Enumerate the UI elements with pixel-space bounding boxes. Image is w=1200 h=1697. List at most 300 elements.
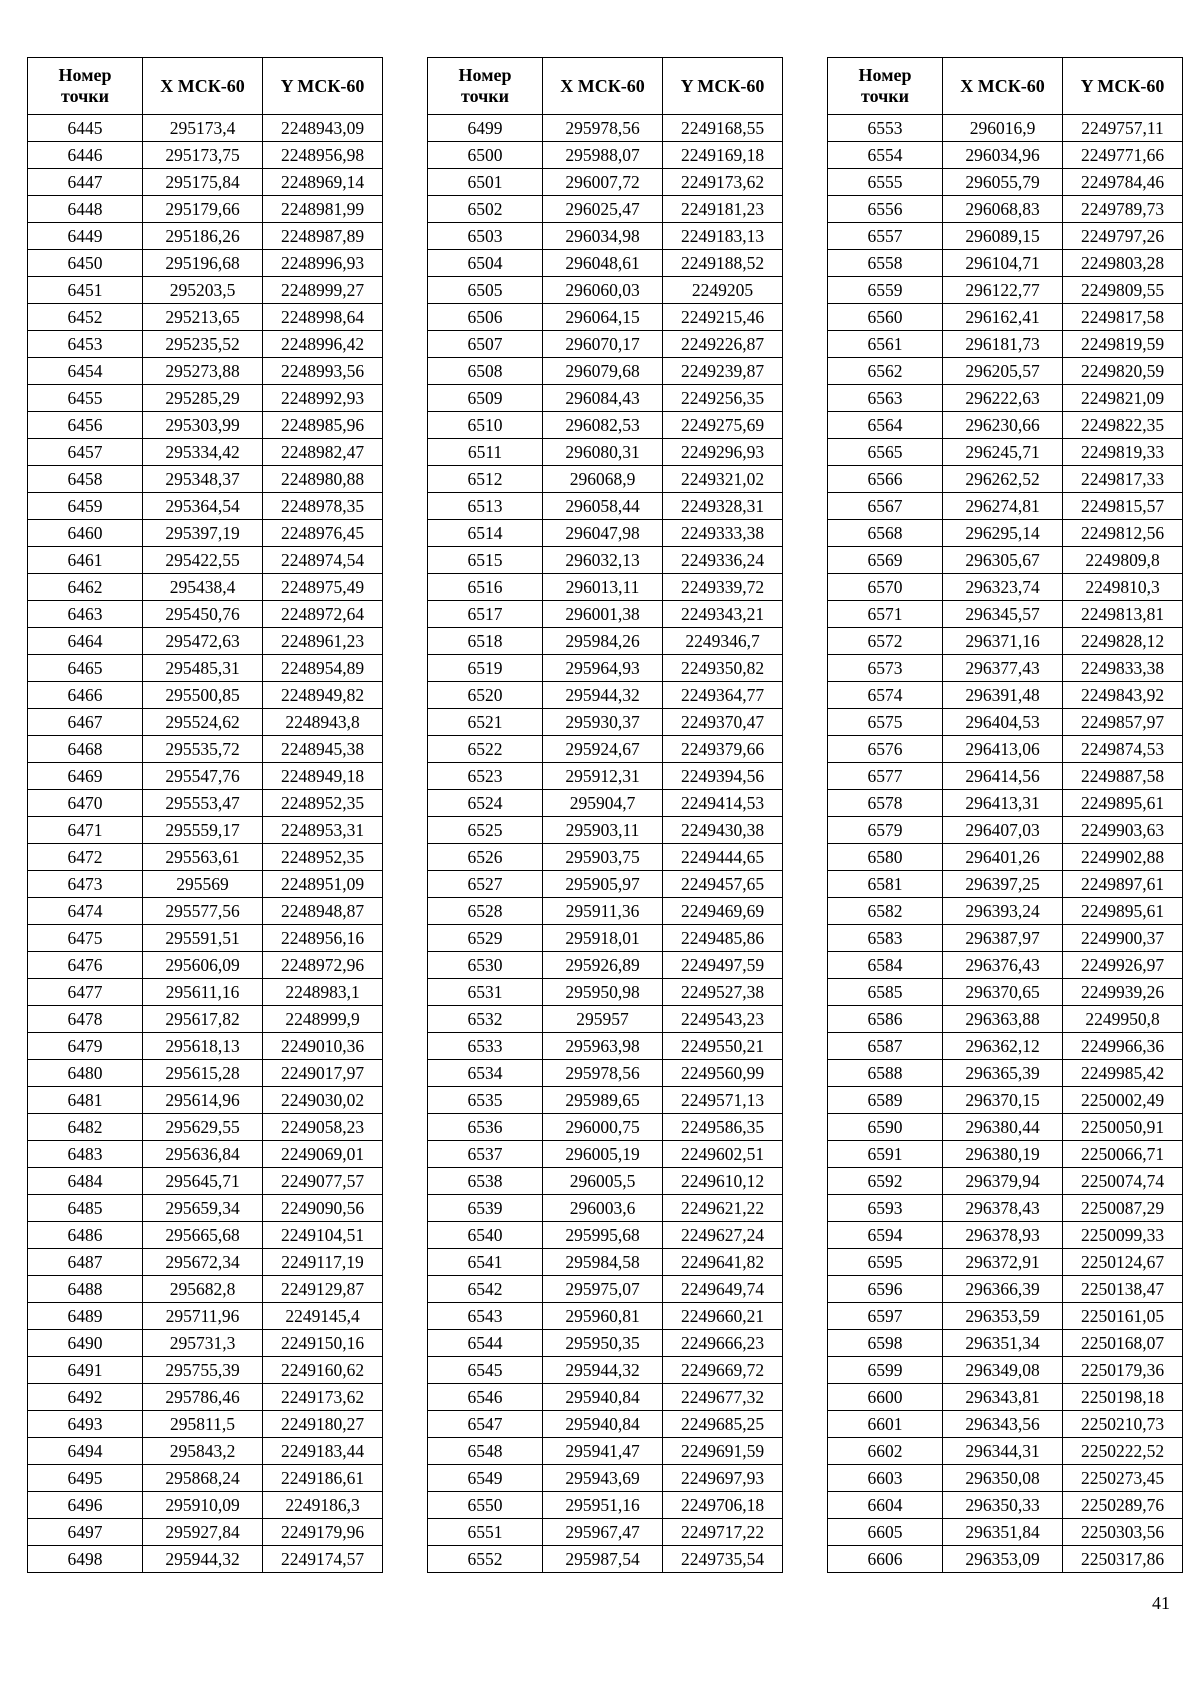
point-number-cell: 6499 [428, 115, 543, 142]
y-coordinate-cell: 2248972,64 [263, 601, 383, 628]
y-coordinate-cell: 2249897,61 [1063, 871, 1183, 898]
table-row [28, 601, 383, 628]
x-coordinate-cell: 296371,16 [943, 628, 1063, 655]
table-row [428, 466, 783, 493]
point-number-cell: 6564 [828, 412, 943, 439]
table-row [828, 412, 1183, 439]
x-coordinate-cell: 296262,52 [943, 466, 1063, 493]
y-coordinate-cell: 2249379,66 [663, 736, 783, 763]
table-row [428, 790, 783, 817]
point-number-cell: 6457 [28, 439, 143, 466]
y-coordinate-cell: 2248975,49 [263, 574, 383, 601]
table-row [828, 304, 1183, 331]
table-row [28, 871, 383, 898]
table-row [428, 709, 783, 736]
point-number-cell: 6579 [828, 817, 943, 844]
point-number-cell: 6593 [828, 1195, 943, 1222]
x-coordinate-cell: 296205,57 [943, 358, 1063, 385]
point-number-cell: 6551 [428, 1519, 543, 1546]
x-coordinate-cell: 296058,44 [543, 493, 663, 520]
point-number-cell: 6525 [428, 817, 543, 844]
y-coordinate-cell: 2249966,36 [1063, 1033, 1183, 1060]
y-coordinate-cell: 2248974,54 [263, 547, 383, 574]
x-coordinate-cell: 296295,14 [943, 520, 1063, 547]
x-coordinate-cell: 295927,84 [143, 1519, 263, 1546]
y-coordinate-cell: 2249677,32 [663, 1384, 783, 1411]
table-row [428, 169, 783, 196]
table-row [428, 142, 783, 169]
y-coordinate-cell: 2248985,96 [263, 412, 383, 439]
point-number-cell: 6484 [28, 1168, 143, 1195]
y-coordinate-cell: 2249950,8 [1063, 1006, 1183, 1033]
x-coordinate-cell: 296344,31 [943, 1438, 1063, 1465]
y-coordinate-cell: 2249183,44 [263, 1438, 383, 1465]
table-row [28, 304, 383, 331]
y-coordinate-cell: 2249180,27 [263, 1411, 383, 1438]
x-coordinate-cell: 296034,96 [943, 142, 1063, 169]
y-coordinate-cell: 2248943,8 [263, 709, 383, 736]
x-coordinate-cell: 295235,52 [143, 331, 263, 358]
x-coordinate-cell: 296377,43 [943, 655, 1063, 682]
table-row [28, 1492, 383, 1519]
x-coordinate-cell: 295614,96 [143, 1087, 263, 1114]
x-coordinate-cell: 295553,47 [143, 790, 263, 817]
table-row [428, 1438, 783, 1465]
header-x-coordinate: X МСК-60 [143, 58, 263, 115]
point-number-cell: 6556 [828, 196, 943, 223]
point-number-cell: 6568 [828, 520, 943, 547]
y-coordinate-cell: 2248999,27 [263, 277, 383, 304]
x-coordinate-cell: 295397,19 [143, 520, 263, 547]
y-coordinate-cell: 2249817,33 [1063, 466, 1183, 493]
point-number-cell: 6470 [28, 790, 143, 817]
x-coordinate-cell: 296362,12 [943, 1033, 1063, 1060]
y-coordinate-cell: 2250198,18 [1063, 1384, 1183, 1411]
point-number-cell: 6514 [428, 520, 543, 547]
x-coordinate-cell: 295967,47 [543, 1519, 663, 1546]
point-number-cell: 6582 [828, 898, 943, 925]
point-number-cell: 6446 [28, 142, 143, 169]
point-number-cell: 6574 [828, 682, 943, 709]
point-number-cell: 6603 [828, 1465, 943, 1492]
point-number-cell: 6548 [428, 1438, 543, 1465]
x-coordinate-cell: 296047,98 [543, 520, 663, 547]
point-number-cell: 6599 [828, 1357, 943, 1384]
x-coordinate-cell: 296366,39 [943, 1276, 1063, 1303]
point-number-cell: 6605 [828, 1519, 943, 1546]
table-row [428, 493, 783, 520]
y-coordinate-cell: 2249809,8 [1063, 547, 1183, 574]
point-number-cell: 6560 [828, 304, 943, 331]
y-coordinate-cell: 2249145,4 [263, 1303, 383, 1330]
table-row [28, 952, 383, 979]
y-coordinate-cell: 2249058,23 [263, 1114, 383, 1141]
point-number-cell: 6477 [28, 979, 143, 1006]
table-row [28, 142, 383, 169]
y-coordinate-cell: 2250099,33 [1063, 1222, 1183, 1249]
point-number-cell: 6487 [28, 1249, 143, 1276]
point-number-cell: 6580 [828, 844, 943, 871]
x-coordinate-cell: 296305,67 [943, 547, 1063, 574]
y-coordinate-cell: 2249691,59 [663, 1438, 783, 1465]
point-number-cell: 6447 [28, 169, 143, 196]
table-row [28, 1519, 383, 1546]
x-coordinate-cell: 295535,72 [143, 736, 263, 763]
header-x-coordinate: X МСК-60 [943, 58, 1063, 115]
x-coordinate-cell: 296068,9 [543, 466, 663, 493]
table-row [428, 1519, 783, 1546]
table-row [428, 277, 783, 304]
y-coordinate-cell: 2250273,45 [1063, 1465, 1183, 1492]
point-number-cell: 6500 [428, 142, 543, 169]
table-row [28, 1141, 383, 1168]
y-coordinate-cell: 2248952,35 [263, 790, 383, 817]
y-coordinate-cell: 2248996,42 [263, 331, 383, 358]
point-number-cell: 6529 [428, 925, 543, 952]
x-coordinate-cell: 295606,09 [143, 952, 263, 979]
y-coordinate-cell: 2248982,47 [263, 439, 383, 466]
point-number-cell: 6490 [28, 1330, 143, 1357]
table-row [28, 196, 383, 223]
point-number-cell: 6547 [428, 1411, 543, 1438]
table-row [428, 979, 783, 1006]
y-coordinate-cell: 2249669,72 [663, 1357, 783, 1384]
x-coordinate-cell: 295682,8 [143, 1276, 263, 1303]
table-row [828, 1492, 1183, 1519]
point-number-cell: 6589 [828, 1087, 943, 1114]
x-coordinate-cell: 295500,85 [143, 682, 263, 709]
table-row [28, 1546, 383, 1573]
x-coordinate-cell: 295672,34 [143, 1249, 263, 1276]
table-row [28, 115, 383, 142]
table-row [428, 736, 783, 763]
y-coordinate-cell: 2248949,82 [263, 682, 383, 709]
table-row [428, 1141, 783, 1168]
y-coordinate-cell: 2249757,11 [1063, 115, 1183, 142]
x-coordinate-cell: 296025,47 [543, 196, 663, 223]
x-coordinate-cell: 295911,36 [543, 898, 663, 925]
x-coordinate-cell: 295175,84 [143, 169, 263, 196]
x-coordinate-cell: 295910,09 [143, 1492, 263, 1519]
x-coordinate-cell: 295334,42 [143, 439, 263, 466]
table-row [28, 1168, 383, 1195]
point-number-cell: 6557 [828, 223, 943, 250]
point-number-cell: 6598 [828, 1330, 943, 1357]
x-coordinate-cell: 296391,48 [943, 682, 1063, 709]
header-x-coordinate: X МСК-60 [543, 58, 663, 115]
y-coordinate-cell: 2249457,65 [663, 871, 783, 898]
y-coordinate-cell: 2249226,87 [663, 331, 783, 358]
y-coordinate-cell: 2248996,93 [263, 250, 383, 277]
x-coordinate-cell: 295755,39 [143, 1357, 263, 1384]
y-coordinate-cell: 2249819,59 [1063, 331, 1183, 358]
y-coordinate-cell: 2248999,9 [263, 1006, 383, 1033]
x-coordinate-cell: 296413,31 [943, 790, 1063, 817]
x-coordinate-cell: 295944,32 [543, 1357, 663, 1384]
x-coordinate-cell: 296016,9 [943, 115, 1063, 142]
table-row [828, 547, 1183, 574]
y-coordinate-cell: 2250124,67 [1063, 1249, 1183, 1276]
x-coordinate-cell: 295636,84 [143, 1141, 263, 1168]
table-row [828, 358, 1183, 385]
point-number-cell: 6572 [828, 628, 943, 655]
table-row [828, 115, 1183, 142]
table-row [28, 1006, 383, 1033]
x-coordinate-cell: 295978,56 [543, 1060, 663, 1087]
x-coordinate-cell: 296001,38 [543, 601, 663, 628]
y-coordinate-cell: 2249239,87 [663, 358, 783, 385]
y-coordinate-cell: 2249895,61 [1063, 790, 1183, 817]
table-row [828, 1249, 1183, 1276]
x-coordinate-cell: 296380,44 [943, 1114, 1063, 1141]
point-number-cell: 6536 [428, 1114, 543, 1141]
point-number-cell: 6455 [28, 385, 143, 412]
y-coordinate-cell: 2249895,61 [1063, 898, 1183, 925]
point-number-cell: 6460 [28, 520, 143, 547]
y-coordinate-cell: 2250168,07 [1063, 1330, 1183, 1357]
y-coordinate-cell: 2249939,26 [1063, 979, 1183, 1006]
point-number-cell: 6453 [28, 331, 143, 358]
point-number-cell: 6491 [28, 1357, 143, 1384]
table-row [828, 1276, 1183, 1303]
table-row [828, 1087, 1183, 1114]
x-coordinate-cell: 295912,31 [543, 763, 663, 790]
table-row [828, 1222, 1183, 1249]
point-number-cell: 6597 [828, 1303, 943, 1330]
table-row [428, 1276, 783, 1303]
y-coordinate-cell: 2248993,56 [263, 358, 383, 385]
y-coordinate-cell: 2248981,99 [263, 196, 383, 223]
y-coordinate-cell: 2249129,87 [263, 1276, 383, 1303]
y-coordinate-cell: 2250179,36 [1063, 1357, 1183, 1384]
x-coordinate-cell: 295995,68 [543, 1222, 663, 1249]
x-coordinate-cell: 295904,7 [543, 790, 663, 817]
table-row [428, 1006, 783, 1033]
x-coordinate-cell: 295186,26 [143, 223, 263, 250]
table-row [428, 898, 783, 925]
table-row [28, 250, 383, 277]
y-coordinate-cell: 2249173,62 [663, 169, 783, 196]
x-coordinate-cell: 296353,59 [943, 1303, 1063, 1330]
point-number-cell: 6530 [428, 952, 543, 979]
x-coordinate-cell: 295930,37 [543, 709, 663, 736]
x-coordinate-cell: 295173,4 [143, 115, 263, 142]
y-coordinate-cell: 2250050,91 [1063, 1114, 1183, 1141]
point-number-cell: 6544 [428, 1330, 543, 1357]
y-coordinate-cell: 2248949,18 [263, 763, 383, 790]
y-coordinate-cell: 2249610,12 [663, 1168, 783, 1195]
point-number-cell: 6524 [428, 790, 543, 817]
table-row [828, 736, 1183, 763]
y-coordinate-cell: 2249903,63 [1063, 817, 1183, 844]
table-row [28, 493, 383, 520]
table-row [428, 331, 783, 358]
x-coordinate-cell: 295615,28 [143, 1060, 263, 1087]
x-coordinate-cell: 295903,75 [543, 844, 663, 871]
point-number-cell: 6534 [428, 1060, 543, 1087]
table-row [428, 1384, 783, 1411]
y-coordinate-cell: 2249926,97 [1063, 952, 1183, 979]
x-coordinate-cell: 295173,75 [143, 142, 263, 169]
y-coordinate-cell: 2250138,47 [1063, 1276, 1183, 1303]
point-number-cell: 6454 [28, 358, 143, 385]
point-number-cell: 6562 [828, 358, 943, 385]
table-row [828, 1060, 1183, 1087]
point-number-cell: 6531 [428, 979, 543, 1006]
table-row [828, 952, 1183, 979]
table-row [428, 304, 783, 331]
table-row [828, 1330, 1183, 1357]
point-number-cell: 6519 [428, 655, 543, 682]
table-row [428, 844, 783, 871]
point-number-cell: 6509 [428, 385, 543, 412]
y-coordinate-cell: 2249430,38 [663, 817, 783, 844]
table-row [428, 1546, 783, 1573]
x-coordinate-cell: 295950,35 [543, 1330, 663, 1357]
table-row [28, 1276, 383, 1303]
x-coordinate-cell: 296365,39 [943, 1060, 1063, 1087]
point-number-cell: 6537 [428, 1141, 543, 1168]
y-coordinate-cell: 2249485,86 [663, 925, 783, 952]
y-coordinate-cell: 2249394,56 [663, 763, 783, 790]
point-number-cell: 6602 [828, 1438, 943, 1465]
point-number-cell: 6464 [28, 628, 143, 655]
y-coordinate-cell: 2248956,98 [263, 142, 383, 169]
y-coordinate-cell: 2248961,23 [263, 628, 383, 655]
y-coordinate-cell: 2249069,01 [263, 1141, 383, 1168]
y-coordinate-cell: 2249717,22 [663, 1519, 783, 1546]
x-coordinate-cell: 296162,41 [943, 304, 1063, 331]
x-coordinate-cell: 295629,55 [143, 1114, 263, 1141]
x-coordinate-cell: 296082,53 [543, 412, 663, 439]
x-coordinate-cell: 296401,26 [943, 844, 1063, 871]
point-number-cell: 6448 [28, 196, 143, 223]
coordinate-tables [0, 57, 1200, 1569]
point-number-cell: 6501 [428, 169, 543, 196]
point-number-cell: 6546 [428, 1384, 543, 1411]
y-coordinate-cell: 2249809,55 [1063, 277, 1183, 304]
point-number-cell: 6552 [428, 1546, 543, 1573]
point-number-cell: 6555 [828, 169, 943, 196]
table-row [828, 790, 1183, 817]
y-coordinate-cell: 2248998,64 [263, 304, 383, 331]
y-coordinate-cell: 2249874,53 [1063, 736, 1183, 763]
y-coordinate-cell: 2249346,7 [663, 628, 783, 655]
header-y-coordinate: Y МСК-60 [1063, 58, 1183, 115]
x-coordinate-cell: 295978,56 [543, 115, 663, 142]
x-coordinate-cell: 296032,13 [543, 547, 663, 574]
table-row [828, 169, 1183, 196]
y-coordinate-cell: 2249017,97 [263, 1060, 383, 1087]
y-coordinate-cell: 2249444,65 [663, 844, 783, 871]
point-number-cell: 6601 [828, 1411, 943, 1438]
table-row [828, 439, 1183, 466]
y-coordinate-cell: 2249256,35 [663, 385, 783, 412]
table-row [828, 142, 1183, 169]
y-coordinate-cell: 2249817,58 [1063, 304, 1183, 331]
y-coordinate-cell: 2248945,38 [263, 736, 383, 763]
point-number-cell: 6606 [828, 1546, 943, 1573]
point-number-cell: 6465 [28, 655, 143, 682]
table-row [828, 1519, 1183, 1546]
table-row [28, 655, 383, 682]
x-coordinate-cell: 295924,67 [543, 736, 663, 763]
point-number-cell: 6581 [828, 871, 943, 898]
point-number-cell: 6479 [28, 1033, 143, 1060]
x-coordinate-cell: 296378,93 [943, 1222, 1063, 1249]
x-coordinate-cell: 295951,16 [543, 1492, 663, 1519]
point-number-cell: 6587 [828, 1033, 943, 1060]
point-number-cell: 6528 [428, 898, 543, 925]
table-row [828, 1033, 1183, 1060]
x-coordinate-cell: 296000,75 [543, 1114, 663, 1141]
point-number-cell: 6456 [28, 412, 143, 439]
point-number-cell: 6508 [428, 358, 543, 385]
x-coordinate-cell: 296274,81 [943, 493, 1063, 520]
table-row [428, 1195, 783, 1222]
y-coordinate-cell: 2249985,42 [1063, 1060, 1183, 1087]
coordinate-table-2 [427, 57, 783, 1573]
table-row [828, 871, 1183, 898]
point-number-cell: 6566 [828, 466, 943, 493]
table-row [428, 1087, 783, 1114]
point-number-cell: 6468 [28, 736, 143, 763]
table-row [828, 1438, 1183, 1465]
point-number-cell: 6480 [28, 1060, 143, 1087]
y-coordinate-cell: 2249188,52 [663, 250, 783, 277]
point-number-cell: 6492 [28, 1384, 143, 1411]
table-row [828, 601, 1183, 628]
point-number-cell: 6578 [828, 790, 943, 817]
x-coordinate-cell: 296407,03 [943, 817, 1063, 844]
y-coordinate-cell: 2248943,09 [263, 115, 383, 142]
table-row [28, 1114, 383, 1141]
point-number-cell: 6604 [828, 1492, 943, 1519]
x-coordinate-cell: 295964,93 [543, 655, 663, 682]
point-number-cell: 6561 [828, 331, 943, 358]
point-number-cell: 6545 [428, 1357, 543, 1384]
x-coordinate-cell: 295989,65 [543, 1087, 663, 1114]
x-coordinate-cell: 296351,84 [943, 1519, 1063, 1546]
point-number-cell: 6506 [428, 304, 543, 331]
y-coordinate-cell: 2249333,38 [663, 520, 783, 547]
page-number: 41 [1152, 1593, 1170, 1613]
table-row [28, 844, 383, 871]
y-coordinate-cell: 2249706,18 [663, 1492, 783, 1519]
table-row [28, 1195, 383, 1222]
point-number-cell: 6527 [428, 871, 543, 898]
y-coordinate-cell: 2249527,38 [663, 979, 783, 1006]
table-row [28, 1087, 383, 1114]
table-row [428, 223, 783, 250]
point-number-cell: 6504 [428, 250, 543, 277]
point-number-cell: 6473 [28, 871, 143, 898]
x-coordinate-cell: 296181,73 [943, 331, 1063, 358]
y-coordinate-cell: 2249621,22 [663, 1195, 783, 1222]
table-row [28, 223, 383, 250]
x-coordinate-cell: 296222,63 [943, 385, 1063, 412]
table-row [428, 1249, 783, 1276]
table-row [428, 250, 783, 277]
table-row [828, 574, 1183, 601]
table-row [28, 520, 383, 547]
point-number-cell: 6518 [428, 628, 543, 655]
point-number-cell: 6554 [828, 142, 943, 169]
table-row [428, 1222, 783, 1249]
y-coordinate-cell: 2248954,89 [263, 655, 383, 682]
point-number-cell: 6539 [428, 1195, 543, 1222]
table-row [28, 1249, 383, 1276]
